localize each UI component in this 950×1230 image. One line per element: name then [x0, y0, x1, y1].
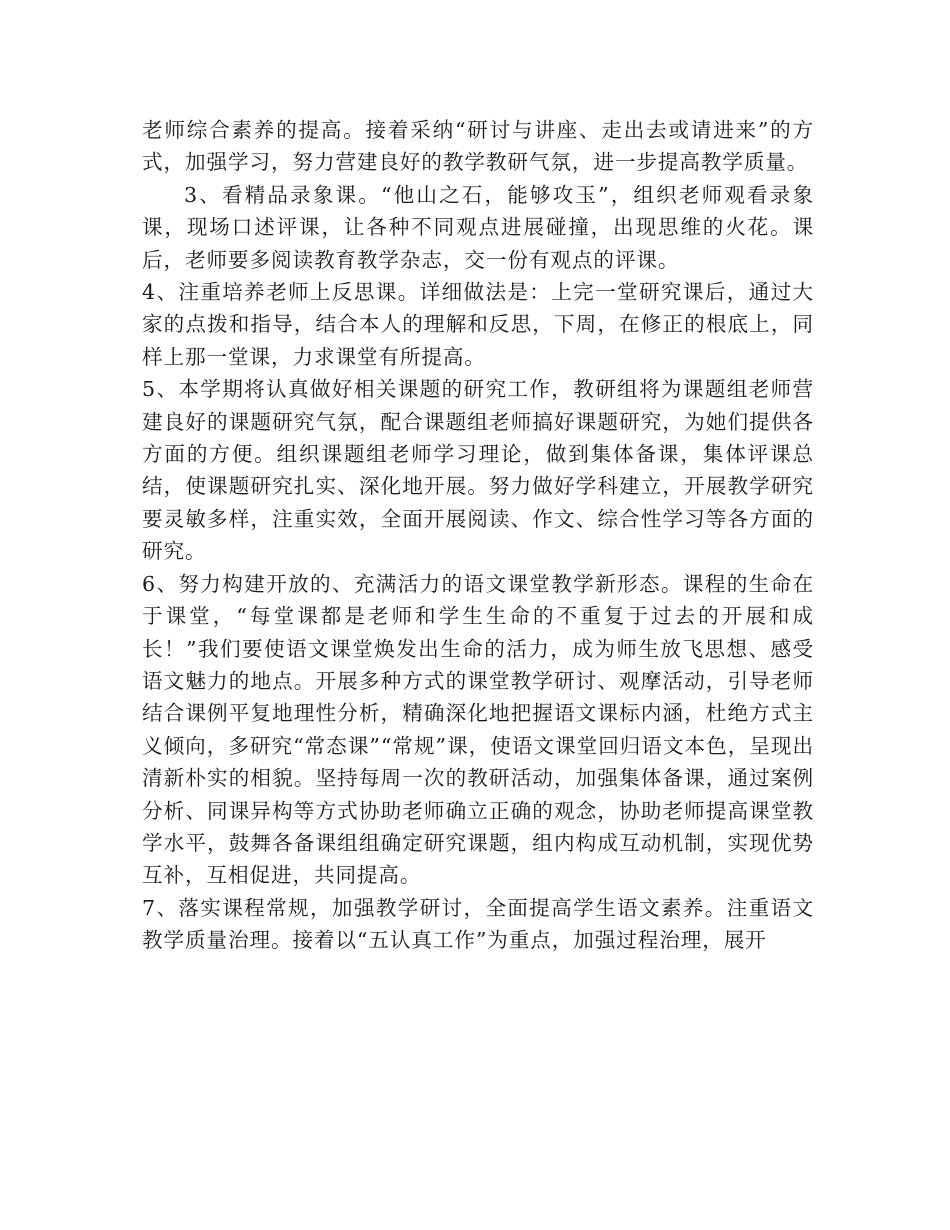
paragraph-item-4: 4、注重培养老师上反思课。详细做法是：上完一堂研究课后，通过大家的点拨和指导，结合本人的理解和反思，下周，在修正的根底上，同样上那一堂课，力求课堂有所提高。: [142, 280, 814, 369]
paragraph-item-7: 7、落实课程常规，加强教学研讨，全面提高学生语文素养。注重语文教学质量治理。接着以“五认真工作”为重点，加强过程治理，展开: [142, 895, 814, 953]
paragraph-item-3: 3、看精品录象课。“他山之石，能够攻玉”，组织老师观看录象课，现场口述评课，让各种不同观点进展碰撞，出现思维的火花。课后，老师要多阅读教育教学杂志，交一份有观点的评课。: [142, 182, 814, 272]
paragraph-item-5: 5、本学期将认真做好相关课题的研究工作，教研组将为课题组老师营建良好的课题研究气氛，配合课题组老师搞好课题研究，为她们提供各方面的方便。组织课题组老师学习理论，做到集体备课，集体评课总结，使课题研究扎实、深化地开展。努力做好学科建立，开展教学研究要灵敏多样，注重实效，全面开展阅读、作文、综合性学习等各方面的研究。: [142, 377, 814, 564]
paragraph-item-6: 6、努力构建开放的、充满活力的语文课堂教学新形态。课程的生命在于课堂，“每堂课都是老师和学生生命的不重复于过去的开展和成长！”我们要使语文课堂焕发出生命的活力，成为师生放飞思想、感受语文魅力的地点。开展多种方式的课堂教学研讨、观摩活动，引导老师结合课例平复地理性分析，精确深化地把握语文课标内涵，杜绝方式主义倾向，多研究“常态课”“常规”课，使语文课堂回归语文本色，呈现出清新朴实的相貌。坚持每周一次的教研活动，加强集体备课，通过案例分析、同课异构等方式协助老师确立正确的观念，协助老师提高课堂教学水平，鼓舞各备课组组确定研究课题，组内构成互动机制，实现优势互补，互相促进，共同提高。: [142, 571, 814, 888]
document-body: [142, 114, 814, 957]
paragraph-continuation: 老师综合素养的提高。接着采纳“研讨与讲座、走出去或请进来”的方式，加强学习，努力营建良好的教学教研气氛，进一步提高教学质量。: [142, 118, 814, 175]
